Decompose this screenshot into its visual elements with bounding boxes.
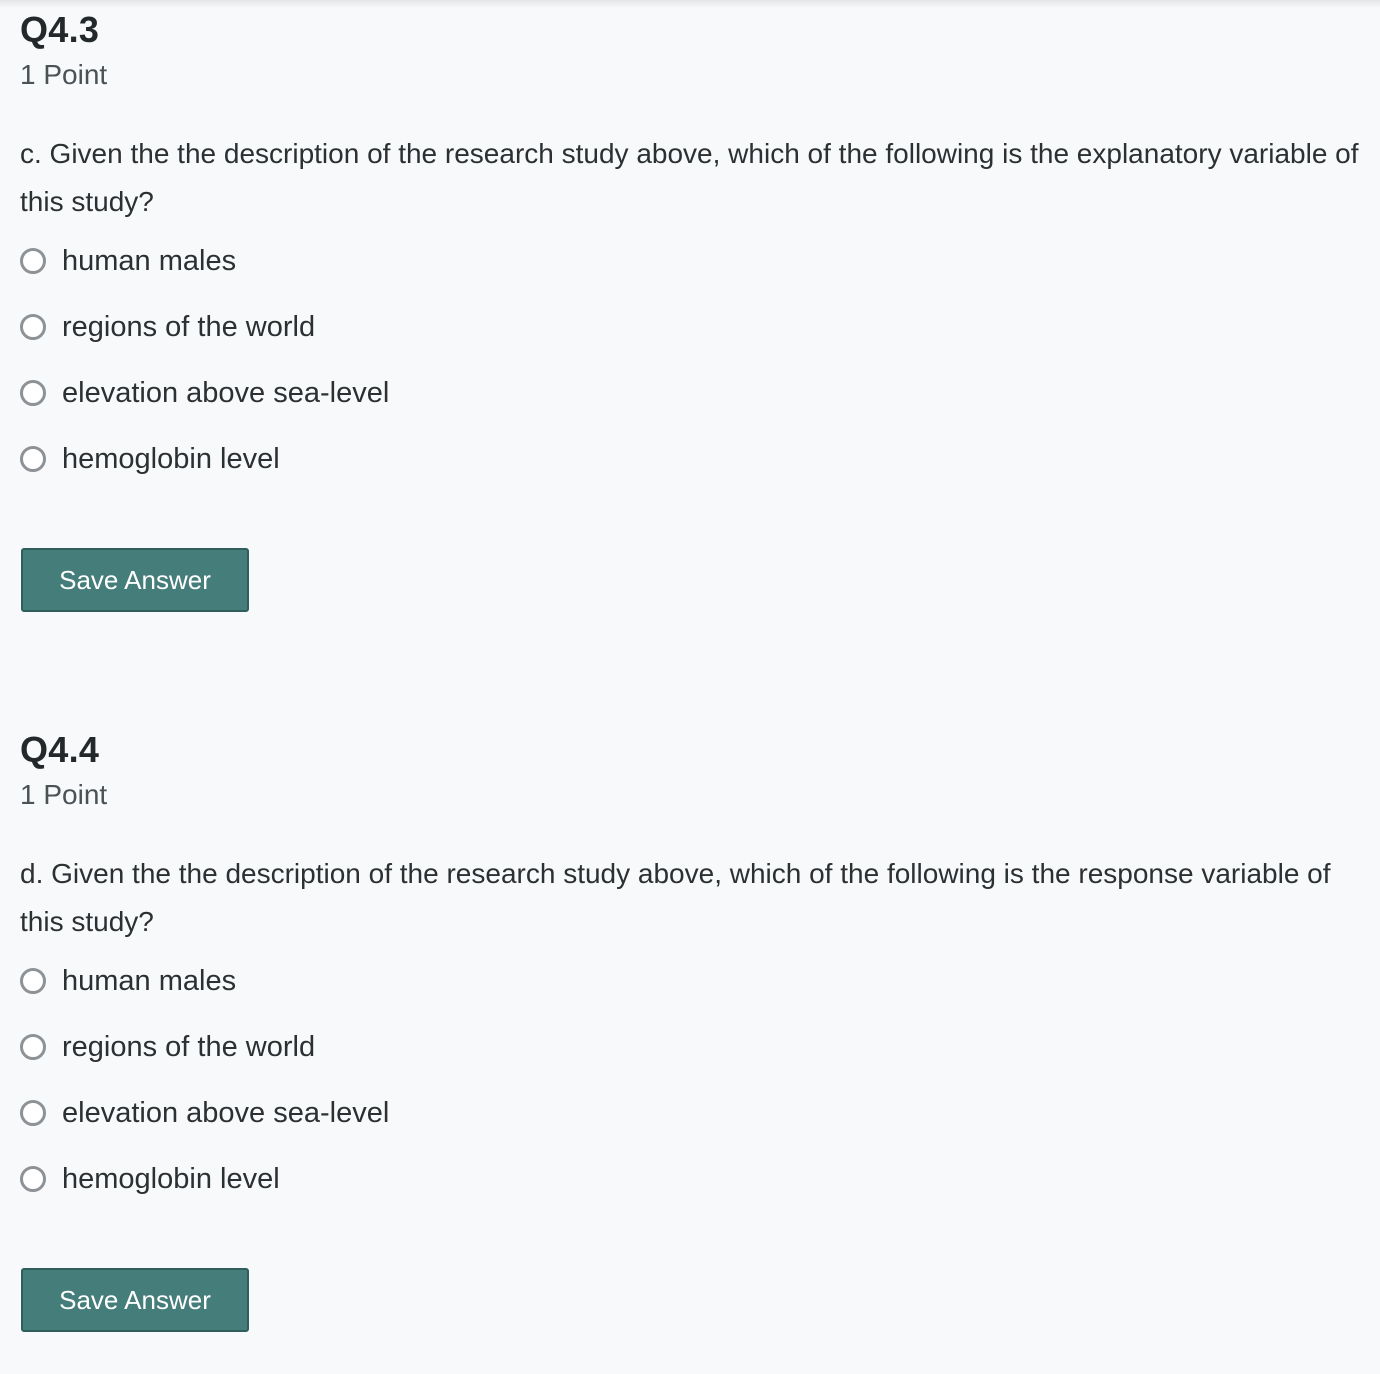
question-4-3 (20, 10, 1360, 492)
option-elevation-above-sea-level[interactable] (20, 1080, 1360, 1146)
option-label: human males (62, 964, 237, 997)
option-hemoglobin-level[interactable] (20, 1146, 1360, 1212)
radio-button[interactable] (20, 1100, 46, 1126)
option-label: regions of the world (62, 1030, 316, 1063)
answer-options (20, 228, 1360, 492)
option-human-males[interactable] (20, 948, 1360, 1014)
radio-button[interactable] (20, 968, 46, 994)
question-4-4 (20, 730, 1360, 1212)
option-regions-of-the-world[interactable] (20, 294, 1360, 360)
option-elevation-above-sea-level[interactable] (20, 360, 1360, 426)
top-shadow (0, 0, 1380, 8)
option-label: hemoglobin level (62, 1162, 280, 1195)
option-label: elevation above sea-level (62, 1096, 390, 1129)
option-label: elevation above sea-level (62, 376, 390, 409)
question-points: 1 Point (20, 59, 108, 90)
radio-button[interactable] (20, 446, 46, 472)
option-label: human males (62, 244, 237, 277)
radio-button[interactable] (20, 248, 46, 274)
option-hemoglobin-level[interactable] (20, 426, 1360, 492)
radio-button[interactable] (20, 314, 46, 340)
radio-button[interactable] (20, 380, 46, 406)
answer-options (20, 948, 1360, 1212)
radio-button[interactable] (20, 1166, 46, 1192)
question-prompt: d. Given the the description of the research study above, which of the following is the response variable of this study? (20, 858, 1331, 937)
save-answer-button[interactable]: Save Answer (21, 1268, 249, 1332)
save-answer-button[interactable]: Save Answer (21, 548, 249, 612)
question-title: Q4.3 (20, 9, 100, 50)
option-regions-of-the-world[interactable] (20, 1014, 1360, 1080)
option-human-males[interactable] (20, 228, 1360, 294)
radio-button[interactable] (20, 1034, 46, 1060)
option-label: regions of the world (62, 310, 316, 343)
question-prompt: c. Given the the description of the research study above, which of the following is the explanatory variable of this study? (20, 138, 1359, 217)
question-points: 1 Point (20, 779, 108, 810)
question-title: Q4.4 (20, 729, 100, 770)
option-label: hemoglobin level (62, 442, 280, 475)
